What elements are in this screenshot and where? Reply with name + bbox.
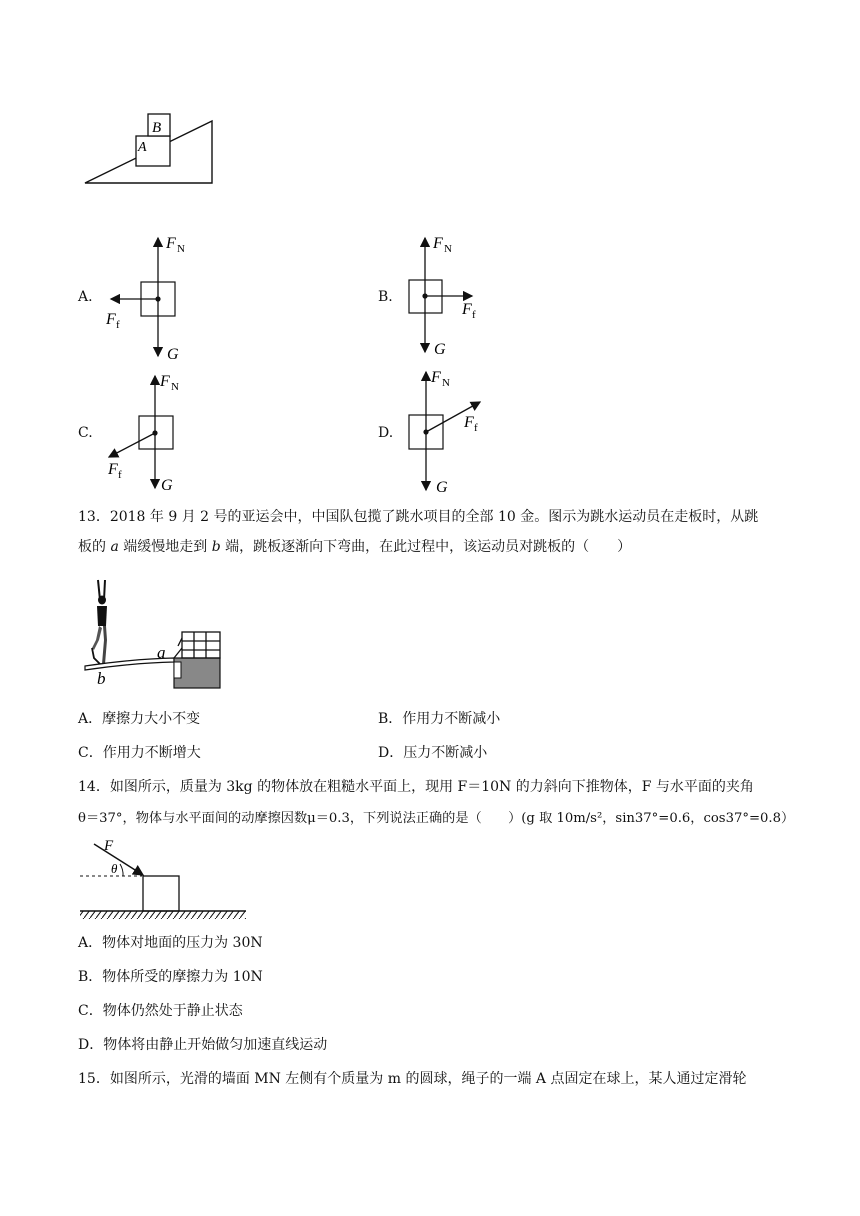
q13-option-c: C．作用力不断增大: [78, 745, 201, 761]
q13-text: 板的: [78, 539, 111, 555]
g-label: G: [167, 346, 179, 363]
q13-text: 端缓慢地走到: [118, 539, 212, 555]
ff-sub: f: [474, 422, 478, 434]
option-c-letter: C.: [78, 425, 93, 441]
angle-label: θ: [111, 861, 118, 876]
force-diagram-c: [100, 366, 210, 498]
ff-sub: f: [472, 309, 476, 321]
q14-option-b: B．物体所受的摩擦力为 10N: [78, 969, 263, 985]
g-label: G: [434, 341, 446, 358]
q13-stem-line1: 13．2018 年 9 月 2 号的亚运会中，中国队包揽了跳水项目的全部 10 金。图示为跳水运动员在走板时，从跳: [78, 509, 759, 525]
incline-blocks-figure: [80, 110, 220, 190]
ff-sub: f: [116, 319, 120, 331]
force-diagram-a: [100, 228, 210, 368]
diver-figure: [92, 580, 107, 664]
g-label: G: [436, 479, 448, 496]
label-a: a: [157, 643, 166, 662]
fn-sub: N: [444, 243, 452, 255]
fn-label: F: [431, 369, 441, 386]
ff-label: F: [464, 414, 474, 431]
q14-option-c: C．物体仍然处于静止状态: [78, 1003, 243, 1019]
fn-label: F: [433, 235, 443, 252]
ff-label: F: [462, 301, 472, 318]
q13-text: 端，跳板逐渐向下弯曲，在此过程中，该运动员对跳板的（ ）: [220, 539, 632, 555]
option-b-letter: B.: [378, 289, 393, 305]
force-label: F: [104, 838, 114, 854]
fn-sub: N: [171, 381, 179, 393]
g-label: G: [161, 477, 173, 494]
force-diagram-b: [380, 228, 500, 368]
q13-option-b: B．作用力不断减小: [378, 711, 501, 727]
q13-option-a: A．摩擦力大小不变: [78, 711, 201, 727]
push-block-figure: [78, 838, 250, 920]
ff-label: F: [108, 461, 118, 478]
fn-label: F: [166, 235, 176, 252]
q15-stem-line1: 15．如图所示，光滑的墙面 MN 左侧有个质量为 m 的圆球，绳子的一端 A 点固定在球上，某人通过定滑轮: [78, 1071, 747, 1087]
ff-label: F: [106, 311, 116, 328]
fn-sub: N: [442, 377, 450, 389]
q13-option-d: D．压力不断减小: [378, 745, 488, 761]
q13-var-a: a: [110, 539, 119, 555]
q14-stem-line2: θ＝37°，物体与水平面间的动摩擦因数μ＝0.3，下列说法正确的是（ ）(g 取 10m/s²，sin37°=0.6，cos37°=0.8）: [78, 811, 795, 826]
q14-stem-line1: 14．如图所示，质量为 3kg 的物体放在粗糙水平面上，现用 F＝10N 的力斜向下推物体，F 与水平面的夹角: [78, 779, 754, 795]
force-diagram-d: [380, 362, 510, 502]
option-a-letter: A.: [78, 289, 93, 305]
q14-option-a: A．物体对地面的压力为 30N: [78, 935, 263, 951]
q13-stem-line2: [78, 536, 631, 558]
diving-board-figure: [82, 578, 224, 690]
label-a: A: [138, 140, 147, 155]
q13-var-b: b: [211, 539, 221, 555]
label-b: B: [152, 120, 162, 136]
fn-label: F: [160, 373, 170, 390]
option-d-letter: D.: [378, 425, 394, 441]
fn-sub: N: [177, 243, 185, 255]
label-b: b: [97, 669, 106, 688]
q14-option-d: D．物体将由静止开始做匀加速直线运动: [78, 1037, 328, 1053]
ff-sub: f: [118, 469, 122, 481]
